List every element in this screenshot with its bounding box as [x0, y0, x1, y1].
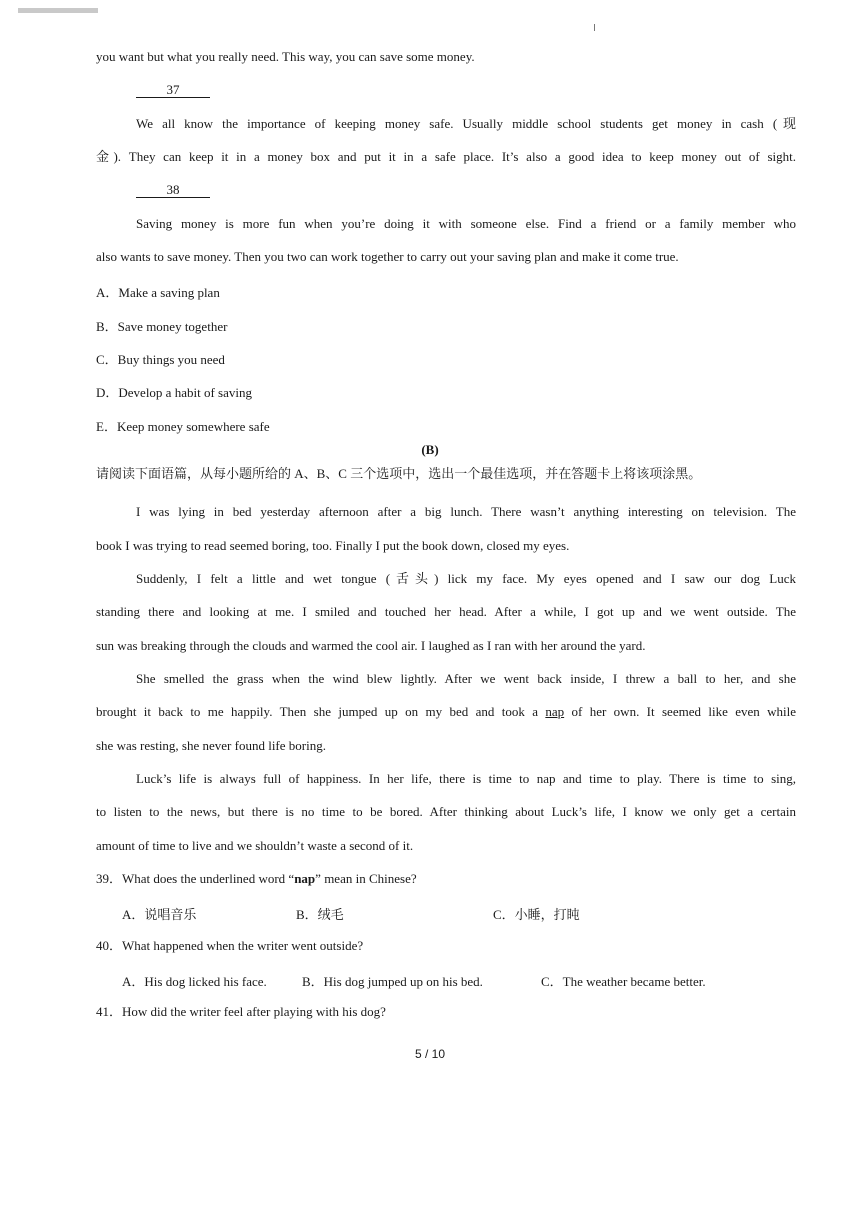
section-b-title: (B): [421, 442, 439, 457]
b-para2-line1: Suddenly, I felt a little and wet tongue (舌头) lick my face. My eyes opened and I saw our dog Luck: [136, 571, 796, 586]
option-e: E．Keep money somewhere safe: [96, 419, 270, 434]
underlined-word-nap: nap: [545, 704, 565, 719]
b-para1-line1: I was lying in bed yesterday afternoon after a big lunch. There wasn’t anything interesting on television. The: [136, 504, 796, 519]
b-para3-line2-pre: brought it back to me happily. Then she jumped up on my bed and took a: [96, 704, 546, 719]
option-d: D．Develop a habit of saving: [96, 385, 252, 400]
para3-line1: Saving money is more fun when you’re doing it with someone else. Find a friend or a family member who: [136, 216, 796, 231]
q40-option-b: B．His dog jumped up on his bed.: [302, 974, 483, 989]
q39-post: ” mean in Chinese?: [315, 871, 417, 886]
b-para4-line3: amount of time to live and we shouldn’t waste a second of it.: [96, 838, 414, 853]
b-para4-line1: Luck’s life is always full of happiness. In her life, there is time to nap and time to play. There is time to sing,: [136, 771, 796, 786]
q40-option-c: C．The weather became better.: [541, 974, 706, 989]
question-40: 40．What happened when the writer went outside?: [96, 938, 364, 953]
q40-option-a: A．His dog licked his face.: [122, 974, 267, 989]
b-para3-line3: she was resting, she never found life boring.: [96, 738, 326, 753]
option-c: C．Buy things you need: [96, 352, 225, 367]
b-para3-line2-post: of her own. It seemed like even while: [564, 704, 797, 719]
page-number: 5 / 10: [414, 1047, 446, 1061]
section-b-instruction: 请阅读下面语篇，从每小题所给的 A、B、C 三个选项中，选出一个最佳选项，并在答题卡上将该项涂黑。: [96, 466, 702, 481]
b-para2-line3: sun was breaking through the clouds and warmed the cool air. I laughed as I ran with her around the yard.: [96, 638, 646, 653]
header-mark: [18, 8, 98, 13]
para1-end: you want but what you really need. This way, you can save some money.: [96, 49, 475, 64]
q39-option-a: A．说唱音乐: [122, 907, 197, 922]
para2-line2: 金). They can keep it in a money box and put it in a safe place. It’s also a good idea to keep money out of sight.: [96, 149, 796, 164]
q39-option-c: C．小睡，打盹: [493, 907, 580, 922]
b-para4-line2: to listen to the news, but there is no time to be bored. After thinking about Luck’s life, I know we only get a certain: [96, 804, 796, 819]
b-para3-line1: She smelled the grass when the wind blew lightly. After we went back inside, I threw a ball to her, and she: [136, 671, 796, 686]
para3-line2: also wants to save money. Then you two can work together to carry out your saving plan and make it come true.: [96, 249, 679, 264]
para2-line1: We all know the importance of keeping money safe. Usually middle school students get money in cash (现: [136, 116, 796, 131]
question-39: [96, 871, 796, 887]
option-a: A．Make a saving plan: [96, 285, 220, 300]
blank-37: 37: [136, 82, 210, 98]
q39-word-nap: nap: [294, 871, 316, 886]
option-b: B．Save money together: [96, 319, 228, 334]
q39-pre: 39．What does the underlined word “: [96, 871, 295, 886]
b-para1-line2: book I was trying to read seemed boring, too. Finally I put the book down, closed my eyes.: [96, 538, 570, 553]
b-para3-line2: [96, 704, 796, 720]
b-para2-line2: standing there and looking at me. I smiled and touched her head. After a while, I got up and we went outside. The: [96, 604, 796, 619]
question-41: 41．How did the writer feel after playing with his dog?: [96, 1004, 386, 1019]
page-tick-mark: [594, 24, 595, 31]
blank-38: 38: [136, 182, 210, 198]
q39-option-b: B．绒毛: [296, 907, 344, 922]
